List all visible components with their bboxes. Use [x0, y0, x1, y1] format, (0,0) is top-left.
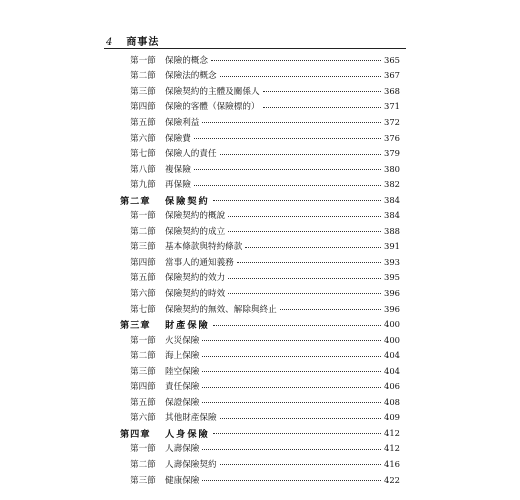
entry-label: 第八節 — [130, 164, 156, 175]
dot-leader — [194, 169, 381, 170]
dot-leader — [228, 278, 381, 279]
entry-title: 保險人的責任 — [165, 149, 217, 160]
entry-page-number: 382 — [384, 179, 400, 190]
entry-title: 陸空保險 — [165, 366, 200, 377]
toc-section-entry — [120, 83, 400, 99]
entry-title: 複保險 — [165, 164, 191, 175]
entry-page-number: 412 — [384, 443, 400, 454]
entry-label: 第六節 — [130, 413, 156, 424]
toc-section-entry — [120, 145, 400, 161]
entry-page-number: 400 — [384, 334, 400, 345]
dot-leader — [194, 138, 381, 139]
toc-section-entry — [120, 394, 400, 410]
entry-label: 第三章 — [120, 320, 151, 332]
entry-label: 第一節 — [130, 55, 156, 66]
running-header — [106, 33, 159, 48]
entry-page-number: 388 — [384, 225, 400, 236]
entry-label: 第六節 — [130, 133, 156, 144]
entry-page-number: 395 — [384, 272, 400, 283]
dot-leader — [228, 231, 381, 232]
entry-page-number: 379 — [384, 148, 400, 159]
dot-leader — [213, 200, 381, 201]
entry-title: 保險契約 — [165, 195, 210, 207]
dot-leader — [213, 433, 381, 434]
dot-leader — [220, 154, 381, 155]
toc-section-entry — [120, 254, 400, 270]
entry-title: 再保險 — [165, 180, 191, 191]
toc-section-entry — [120, 347, 400, 363]
dot-leader — [245, 247, 381, 248]
entry-title: 保險契約的概說 — [165, 211, 226, 222]
entry-page-number: 372 — [384, 116, 400, 127]
dot-leader — [194, 185, 381, 186]
entry-page-number: 396 — [384, 303, 400, 314]
dot-leader — [220, 418, 381, 419]
entry-title: 人壽保險 — [165, 444, 200, 455]
entry-title: 基本條款與特約條款 — [165, 242, 243, 253]
toc-chapter-entry — [120, 316, 400, 332]
entry-title: 海上保險 — [165, 351, 200, 362]
toc-section-entry — [120, 207, 400, 223]
entry-page-number: 367 — [384, 70, 400, 81]
entry-label: 第一節 — [130, 335, 156, 346]
entry-title: 人身保險 — [165, 428, 210, 440]
toc-section-entry — [120, 68, 400, 84]
entry-label: 第三節 — [130, 242, 156, 253]
entry-page-number: 422 — [384, 474, 400, 485]
toc-section-entry — [120, 114, 400, 130]
entry-page-number: 365 — [384, 54, 400, 65]
entry-page-number: 393 — [384, 256, 400, 267]
entry-label: 第五節 — [130, 273, 156, 284]
dot-leader — [263, 91, 381, 92]
entry-title: 保險法的概念 — [165, 71, 217, 82]
entry-title: 財產保險 — [165, 320, 210, 332]
entry-label: 第四節 — [130, 102, 156, 113]
header-page-number: 4 — [106, 37, 113, 48]
dot-leader — [202, 356, 381, 357]
dot-leader — [220, 76, 381, 77]
entry-label: 第三節 — [130, 475, 156, 486]
toc-section-entry — [120, 130, 400, 146]
entry-label: 第三節 — [130, 366, 156, 377]
toc-chapter-entry — [120, 425, 400, 441]
entry-page-number: 412 — [384, 427, 400, 438]
dot-leader — [211, 60, 381, 61]
entry-label: 第九節 — [130, 180, 156, 191]
entry-page-number: 371 — [384, 101, 400, 112]
entry-label: 第二節 — [130, 226, 156, 237]
entry-title: 責任保險 — [165, 382, 200, 393]
entry-title: 保險契約的主體及關係人 — [165, 86, 260, 97]
entry-title: 當事人的通知義務 — [165, 257, 234, 268]
entry-label: 第五節 — [130, 117, 156, 128]
dot-leader — [228, 216, 381, 217]
toc-section-entry — [120, 410, 400, 426]
entry-title: 保險契約的時效 — [165, 288, 226, 299]
dot-leader — [202, 340, 381, 341]
entry-label: 第四章 — [120, 428, 151, 440]
entry-label: 第七節 — [130, 149, 156, 160]
entry-title: 保險契約的無效、解除與終止 — [165, 304, 277, 315]
dot-leader — [202, 122, 381, 123]
toc-chapter-entry — [120, 192, 400, 208]
entry-label: 第二節 — [130, 459, 156, 470]
toc-section-entry — [120, 239, 400, 255]
toc-section-entry — [120, 456, 400, 472]
entry-title: 人壽保險契約 — [165, 459, 217, 470]
entry-page-number: 416 — [384, 458, 400, 469]
entry-title: 保險契約的效力 — [165, 273, 226, 284]
entry-page-number: 404 — [384, 365, 400, 376]
entry-title: 保證保險 — [165, 397, 200, 408]
entry-page-number: 384 — [384, 210, 400, 221]
entry-title: 保險利益 — [165, 117, 200, 128]
entry-page-number: 380 — [384, 163, 400, 174]
entry-title: 火災保險 — [165, 335, 200, 346]
dot-leader — [237, 262, 381, 263]
dot-leader — [202, 449, 381, 450]
toc-section-entry — [120, 52, 400, 68]
entry-page-number: 391 — [384, 241, 400, 252]
dot-leader — [213, 325, 381, 326]
dot-leader — [202, 402, 381, 403]
entry-label: 第一節 — [130, 444, 156, 455]
toc-section-entry — [120, 301, 400, 317]
toc-section-entry — [120, 441, 400, 457]
entry-label: 第二節 — [130, 351, 156, 362]
toc-section-entry — [120, 332, 400, 348]
entry-page-number: 408 — [384, 396, 400, 407]
toc-section-entry — [120, 378, 400, 394]
entry-title: 健康保險 — [165, 475, 200, 486]
toc-section-entry — [120, 99, 400, 115]
header-rule — [104, 48, 406, 49]
entry-label: 第七節 — [130, 304, 156, 315]
entry-title: 其他財產保險 — [165, 413, 217, 424]
entry-page-number: 406 — [384, 381, 400, 392]
entry-label: 第二章 — [120, 195, 151, 207]
entry-page-number: 409 — [384, 412, 400, 423]
entry-page-number: 368 — [384, 85, 400, 96]
entry-page-number: 396 — [384, 287, 400, 298]
entry-page-number: 400 — [384, 319, 400, 330]
entry-title: 保險費 — [165, 133, 191, 144]
toc-section-entry — [120, 176, 400, 192]
entry-label: 第六節 — [130, 288, 156, 299]
entry-title: 保險的概念 — [165, 55, 208, 66]
dot-leader — [202, 371, 381, 372]
table-of-contents — [120, 52, 400, 487]
entry-page-number: 404 — [384, 350, 400, 361]
header-book-title: 商事法 — [126, 37, 160, 48]
toc-section-entry — [120, 223, 400, 239]
toc-section-entry — [120, 363, 400, 379]
entry-label: 第四節 — [130, 257, 156, 268]
entry-label: 第五節 — [130, 397, 156, 408]
dot-leader — [202, 480, 381, 481]
entry-page-number: 384 — [384, 194, 400, 205]
entry-label: 第四節 — [130, 382, 156, 393]
toc-section-entry — [120, 270, 400, 286]
dot-leader — [263, 107, 381, 108]
dot-leader — [280, 309, 381, 310]
dot-leader — [202, 387, 381, 388]
dot-leader — [228, 293, 381, 294]
entry-page-number: 376 — [384, 132, 400, 143]
entry-title: 保險的客體（保險標的） — [165, 102, 260, 113]
dot-leader — [220, 464, 381, 465]
toc-section-entry — [120, 161, 400, 177]
entry-label: 第二節 — [130, 71, 156, 82]
entry-label: 第一節 — [130, 211, 156, 222]
toc-section-entry — [120, 472, 400, 488]
entry-label: 第三節 — [130, 86, 156, 97]
toc-section-entry — [120, 285, 400, 301]
entry-title: 保險契約的成立 — [165, 226, 226, 237]
